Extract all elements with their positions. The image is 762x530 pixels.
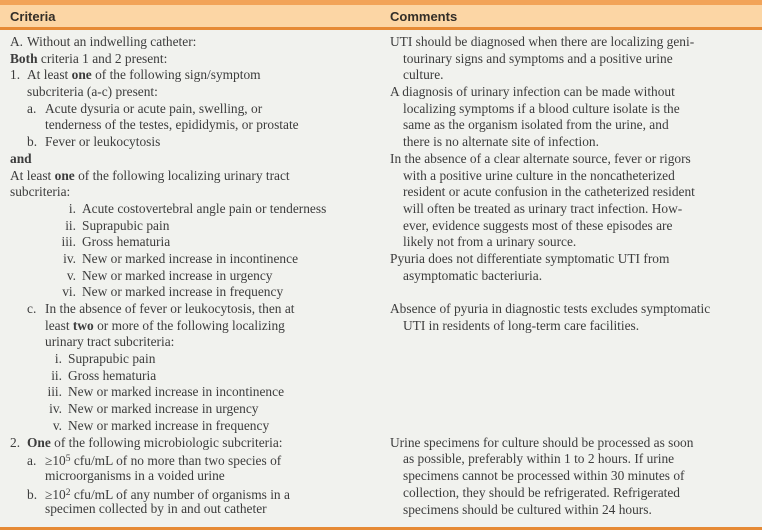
text-segment: New or marked increase in urgency <box>82 267 273 283</box>
criteria-line <box>10 318 382 335</box>
comment-line: asymptomatic bacteriuria. <box>403 267 543 283</box>
list-marker: v. <box>66 267 76 283</box>
criteria-line <box>10 268 382 285</box>
list-marker: i. <box>54 351 62 367</box>
comment-paragraph <box>390 151 760 251</box>
criteria-line <box>10 334 382 351</box>
text-segment: Gross hematuria <box>82 234 171 250</box>
text-segment: Both <box>10 50 38 66</box>
criteria-column-header: Criteria <box>10 9 56 24</box>
text-segment: of the following sign/symptom <box>91 67 261 83</box>
comment-line: Absence of pyuria in diagnostic tests excludes symptomatic <box>390 301 711 317</box>
comment-line: tourinary signs and symptoms and a positive urine <box>403 50 673 66</box>
criteria-line <box>10 234 382 251</box>
text-segment: At least <box>27 67 72 83</box>
comment-paragraph <box>390 301 760 334</box>
text-segment: urinary tract subcriteria: <box>45 334 175 350</box>
criteria-line <box>10 184 382 201</box>
criteria-line <box>10 368 382 385</box>
comment-line: there is no alternate site of infection. <box>403 134 599 150</box>
comment-paragraph <box>390 251 760 284</box>
comments-column-header: Comments <box>390 9 458 24</box>
comment-line: likely not from a urinary source. <box>403 234 577 250</box>
comment-line: with a positive urine culture in the noncatheterized <box>403 167 675 183</box>
comment-line: UTI should be diagnosed when there are localizing geni- <box>390 34 695 49</box>
text-segment: and <box>10 150 32 166</box>
list-marker: c. <box>27 301 37 316</box>
text-segment: cfu/mL of no more than two species of <box>70 453 282 469</box>
criteria-line <box>10 201 382 218</box>
criteria-line <box>10 401 382 418</box>
text-segment: subcriteria (a-c) present: <box>27 84 158 100</box>
list-marker: 1. <box>10 67 21 83</box>
comment-line: resident or acute confusion in the catheterized resident <box>403 184 695 200</box>
criteria-line <box>10 351 382 368</box>
text-segment: In the absence of fever or leukocytosis, then at <box>45 301 295 316</box>
text-segment: At least <box>10 167 55 183</box>
comment-paragraph <box>390 34 760 84</box>
text-segment: ≥10 <box>45 486 66 502</box>
criteria-line <box>10 84 382 101</box>
criteria-line <box>10 284 382 301</box>
text-segment: one <box>71 67 92 83</box>
comment-paragraph <box>390 84 760 151</box>
text-segment: Gross hematuria <box>68 367 157 383</box>
text-segment: Suprapubic pain <box>82 217 170 233</box>
list-marker: A. <box>10 34 24 49</box>
text-segment: specimen collected by in and out catheter <box>45 501 267 517</box>
comment-line: specimens should be cultured within 24 hours. <box>403 501 652 517</box>
criteria-line <box>10 34 382 51</box>
text-segment: Fever or leukocytosis <box>45 134 161 150</box>
criteria-line <box>10 485 382 502</box>
criteria-line <box>10 384 382 401</box>
text-segment: New or marked increase in urgency <box>68 401 259 417</box>
text-segment: microorganisms in a voided urine <box>45 467 225 483</box>
text-segment: 2 <box>65 487 71 498</box>
criteria-line <box>10 134 382 151</box>
criteria-line <box>10 151 382 168</box>
comment-line: Pyuria does not differentiate symptomatic UTI from <box>390 251 670 267</box>
criteria-line <box>10 418 382 435</box>
text-segment: Suprapubic pain <box>68 351 156 367</box>
criteria-line <box>10 301 382 318</box>
text-segment: of the following microbiologic subcriteria: <box>50 434 283 450</box>
table-body <box>0 30 762 527</box>
list-marker: iii. <box>61 234 76 250</box>
text-segment: Without an indwelling catheter: <box>27 34 197 49</box>
text-segment: least <box>45 317 73 333</box>
comment-line: collection, they should be refrigerated. Refrigerated <box>403 484 680 500</box>
comment-line: will often be treated as urinary tract infection. How- <box>403 200 683 216</box>
list-marker: b. <box>27 486 38 502</box>
text-segment: subcriteria: <box>10 184 71 200</box>
text-segment: two <box>72 317 94 333</box>
text-segment: New or marked increase in incontinence <box>68 384 285 400</box>
comment-line: specimens cannot be processed within 30 minutes of <box>403 468 685 484</box>
text-segment: of the following localizing urinary tract <box>74 167 290 183</box>
text-segment: cfu/mL of any number of organisms in a <box>70 486 290 502</box>
list-marker: v. <box>52 417 62 433</box>
list-marker: a. <box>27 100 37 116</box>
comment-line: UTI in residents of long-term care facilities. <box>403 317 640 333</box>
list-marker: iii. <box>47 384 62 400</box>
list-marker: ii. <box>65 217 76 233</box>
criteria-line <box>10 67 382 84</box>
comment-line: same as the organism isolated from the urine, and <box>403 117 669 133</box>
comment-line: culture. <box>403 67 444 83</box>
list-marker: 2. <box>10 434 21 450</box>
text-segment: One <box>27 434 51 450</box>
criteria-line <box>10 218 382 235</box>
criteria-column <box>10 34 382 518</box>
criteria-line <box>10 451 382 468</box>
text-segment: Acute costovertebral angle pain or tenderness <box>82 200 327 216</box>
comment-line: localizing symptoms if a blood culture isolate is the <box>403 100 680 116</box>
criteria-line <box>10 51 382 68</box>
text-segment: criteria 1 and 2 present: <box>37 50 168 66</box>
criteria-line <box>10 101 382 118</box>
criteria-line <box>10 501 382 518</box>
text-segment: ≥10 <box>45 453 66 469</box>
list-marker: a. <box>27 453 37 469</box>
comment-line: Urine specimens for culture should be processed as soon <box>390 434 694 450</box>
text-segment: 5 <box>65 454 71 465</box>
criteria-line <box>10 168 382 185</box>
list-marker: iv. <box>63 250 76 266</box>
criteria-line <box>10 468 382 485</box>
list-marker: i. <box>68 200 76 216</box>
text-segment: tenderness of the testes, epididymis, or prostate <box>45 117 299 133</box>
comment-line: as possible, preferably within 1 to 2 hours. If urine <box>403 451 675 467</box>
comment-paragraph <box>390 435 760 518</box>
text-segment: New or marked increase in frequency <box>82 284 284 300</box>
comment-line: A diagnosis of urinary infection can be made without <box>390 84 675 100</box>
list-marker: b. <box>27 134 38 150</box>
list-marker: vi. <box>62 284 76 300</box>
text-segment: one <box>54 167 75 183</box>
table-header-row <box>0 5 762 30</box>
text-segment: Acute dysuria or acute pain, swelling, or <box>45 100 263 116</box>
text-segment: or more of the following localizing <box>93 317 285 333</box>
list-marker: iv. <box>49 401 62 417</box>
text-segment: New or marked increase in incontinence <box>82 250 299 266</box>
text-segment: New or marked increase in frequency <box>68 417 270 433</box>
comment-line: In the absence of a clear alternate source, fever or rigors <box>390 150 691 166</box>
comment-line: ever, evidence suggests most of these episodes are <box>403 217 673 233</box>
list-marker: ii. <box>51 367 62 383</box>
criteria-line <box>10 117 382 134</box>
criteria-line <box>10 251 382 268</box>
criteria-line <box>10 435 382 452</box>
